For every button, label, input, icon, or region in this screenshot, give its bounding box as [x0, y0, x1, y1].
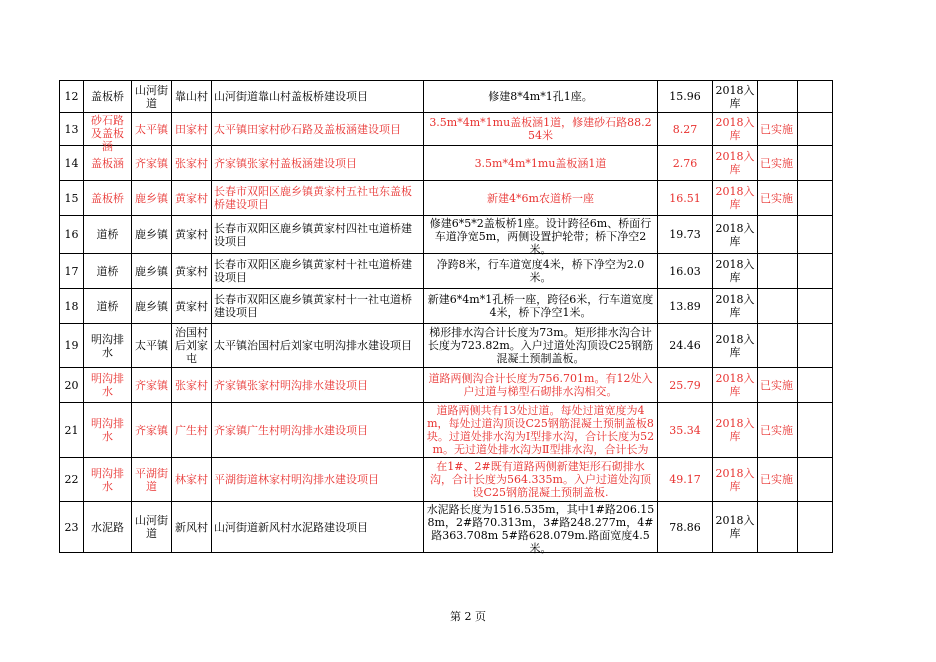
cell-status — [758, 368, 798, 403]
cell-town — [132, 181, 172, 216]
village-text: 张家村 — [175, 378, 208, 392]
amount-text: 16.51 — [669, 191, 701, 205]
type-text: 盖板桥 — [91, 191, 124, 205]
cell-village — [172, 146, 212, 181]
year-text: 2018入库 — [715, 466, 755, 493]
table-row — [60, 181, 833, 216]
village-text: 治国村后刘家屯 — [175, 326, 208, 365]
content-text: 修建6*5*2盖板桥1座。设计跨径6m、桥面行车道净宽5m，两侧设置护轮带；桥下净空2米。 — [429, 216, 652, 256]
cell-year — [713, 368, 758, 403]
cell-num — [60, 502, 84, 553]
num-text: 21 — [64, 423, 79, 437]
cell-name — [212, 81, 424, 113]
town-text: 鹿乡镇 — [135, 191, 168, 205]
village-text: 黄家村 — [175, 299, 208, 313]
cell-amount — [658, 146, 713, 181]
cell-status — [758, 502, 798, 553]
cell-name — [212, 403, 424, 458]
type-text: 盖板桥 — [91, 90, 124, 103]
village-text: 田家村 — [175, 122, 208, 136]
cell-year — [713, 254, 758, 289]
cell-status — [758, 181, 798, 216]
project-table — [59, 80, 833, 553]
cell-amount — [658, 181, 713, 216]
cell-village — [172, 502, 212, 553]
cell-content — [424, 254, 658, 289]
table-row — [60, 113, 833, 146]
cell-year — [713, 458, 758, 502]
status-text: 已实施 — [760, 423, 793, 437]
type-text: 道桥 — [96, 228, 119, 241]
status-text: 已实施 — [760, 378, 793, 392]
cell-type — [84, 216, 132, 254]
name-text: 齐家镇张家村盖板涵建设项目 — [214, 156, 357, 170]
village-text: 黄家村 — [175, 191, 208, 205]
village-text: 广生村 — [175, 423, 208, 437]
cell-empty — [798, 181, 833, 216]
cell-village — [172, 403, 212, 458]
cell-status — [758, 324, 798, 368]
name-text: 太平镇治国村后刘家屯明沟排水建设项目 — [214, 339, 412, 352]
cell-empty — [798, 458, 833, 502]
cell-empty — [798, 289, 833, 324]
cell-status — [758, 289, 798, 324]
cell-empty — [798, 254, 833, 289]
cell-town — [132, 289, 172, 324]
cell-year — [713, 81, 758, 113]
name-text: 长春市双阳区鹿乡镇黄家村十社屯道桥建设项目 — [214, 258, 412, 284]
cell-status — [758, 81, 798, 113]
table-row — [60, 81, 833, 113]
cell-name — [212, 254, 424, 289]
table-row — [60, 254, 833, 289]
content-text: 在1#、2#既有道路两侧新建矩形石砌排水沟，合计长度为564.335m。入户过道处沟顶设C25钢筋混凝土预制盖板. — [430, 460, 651, 499]
cell-content — [424, 113, 658, 146]
cell-name — [212, 324, 424, 368]
num-text: 14 — [64, 156, 79, 170]
cell-amount — [658, 81, 713, 113]
num-text: 15 — [64, 191, 79, 205]
cell-empty — [798, 502, 833, 553]
cell-num — [60, 181, 84, 216]
year-text: 2018入库 — [715, 372, 755, 398]
status-text: 已实施 — [760, 473, 793, 486]
cell-amount — [658, 216, 713, 254]
cell-year — [713, 216, 758, 254]
cell-empty — [798, 113, 833, 146]
cell-village — [172, 254, 212, 289]
amount-text: 78.86 — [669, 520, 701, 534]
town-text: 齐家镇 — [135, 156, 168, 170]
year-text: 2018入库 — [715, 116, 755, 142]
year-text: 2018入库 — [715, 185, 755, 211]
cell-type — [84, 289, 132, 324]
cell-type — [84, 403, 132, 458]
type-text: 明沟排水 — [91, 372, 124, 398]
amount-text: 24.46 — [669, 339, 701, 352]
amount-text: 19.73 — [669, 228, 701, 241]
year-text: 2018入库 — [715, 150, 755, 176]
cell-name — [212, 216, 424, 254]
town-text: 鹿乡镇 — [135, 228, 168, 241]
type-text: 道桥 — [96, 264, 119, 278]
num-text: 20 — [64, 378, 79, 392]
year-text: 2018入库 — [715, 293, 755, 319]
cell-num — [60, 254, 84, 289]
table-row — [60, 368, 833, 403]
cell-status — [758, 216, 798, 254]
cell-name — [212, 458, 424, 502]
cell-amount — [658, 113, 713, 146]
table-row — [60, 324, 833, 368]
cell-content — [424, 146, 658, 181]
cell-amount — [658, 324, 713, 368]
cell-village — [172, 368, 212, 403]
cell-type — [84, 368, 132, 403]
cell-name — [212, 502, 424, 553]
village-text: 新风村 — [175, 520, 208, 534]
name-text: 长春市双阳区鹿乡镇黄家村五社屯东盖板桥建设项目 — [214, 185, 412, 211]
cell-village — [172, 113, 212, 146]
type-text: 明沟排水 — [91, 466, 124, 493]
cell-num — [60, 81, 84, 113]
cell-name — [212, 289, 424, 324]
cell-town — [132, 324, 172, 368]
cell-amount — [658, 254, 713, 289]
name-text: 平湖街道林家村明沟排水建设项目 — [214, 473, 379, 486]
cell-village — [172, 324, 212, 368]
cell-num — [60, 368, 84, 403]
cell-type — [84, 181, 132, 216]
cell-content — [424, 403, 658, 458]
cell-content — [424, 502, 658, 553]
cell-type — [84, 458, 132, 502]
town-text: 齐家镇 — [135, 378, 168, 392]
type-text: 盖板涵 — [91, 156, 124, 170]
cell-type — [84, 324, 132, 368]
page-number: 第 2 页 — [450, 610, 486, 623]
cell-type — [84, 113, 132, 153]
cell-year — [713, 146, 758, 181]
content-text: 3.5m*4m*1mu盖板涵1道，修建砂石路88.254米 — [429, 116, 652, 142]
cell-town — [132, 146, 172, 181]
cell-status — [758, 146, 798, 181]
cell-status — [758, 403, 798, 458]
year-text: 2018入库 — [715, 332, 755, 359]
type-text: 明沟排水 — [91, 332, 124, 359]
cell-village — [172, 81, 212, 113]
num-text: 23 — [64, 520, 79, 534]
table-row — [60, 216, 833, 254]
cell-village — [172, 289, 212, 324]
name-text: 长春市双阳区鹿乡镇黄家村四社屯道桥建设项目 — [214, 221, 412, 248]
content-text: 3.5m*4m*1mu盖板涵1道 — [474, 156, 607, 170]
cell-empty — [798, 403, 833, 458]
cell-num — [60, 113, 84, 146]
cell-village — [172, 181, 212, 216]
town-text: 鹿乡镇 — [135, 264, 168, 278]
name-text: 山河街道靠山村盖板桥建设项目 — [214, 90, 368, 103]
cell-content — [424, 216, 658, 254]
town-text: 山河街道 — [135, 514, 168, 540]
cell-type — [84, 502, 132, 553]
content-text: 水泥路长度为1516.535m，其中1#路206.158m，2#路70.313m，3#路248.277m，4#路363.708m 5#路628.079m.路面宽度4.5米。 — [426, 502, 655, 555]
cell-amount — [658, 368, 713, 403]
status-text: 已实施 — [760, 122, 793, 136]
cell-amount — [658, 289, 713, 324]
amount-text: 15.96 — [669, 90, 701, 103]
cell-type — [84, 254, 132, 289]
name-text: 太平镇田家村砂石路及盖板涵建设项目 — [214, 122, 401, 136]
cell-village — [172, 458, 212, 502]
cell-status — [758, 113, 798, 146]
cell-num — [60, 216, 84, 254]
cell-town — [132, 403, 172, 458]
cell-empty — [798, 324, 833, 368]
cell-town — [132, 113, 172, 146]
cell-empty — [798, 146, 833, 181]
cell-num — [60, 289, 84, 324]
amount-text: 35.34 — [669, 423, 701, 437]
cell-empty — [798, 216, 833, 254]
type-text: 明沟排水 — [91, 417, 124, 443]
village-text: 黄家村 — [175, 264, 208, 278]
cell-name — [212, 368, 424, 403]
village-text: 靠山村 — [175, 90, 208, 103]
amount-text: 2.76 — [672, 156, 698, 170]
town-text: 鹿乡镇 — [135, 299, 168, 313]
cell-town — [132, 216, 172, 254]
year-text: 2018入库 — [715, 514, 755, 540]
table-row — [60, 502, 833, 553]
cell-amount — [658, 403, 713, 458]
amount-text: 13.89 — [669, 299, 701, 313]
cell-amount — [658, 458, 713, 502]
cell-name — [212, 113, 424, 146]
content-text: 新建6*4m*1孔桥一座，跨径6米，行车道宽度4米，桥下净空1米。 — [427, 293, 654, 319]
num-text: 13 — [64, 122, 79, 136]
num-text: 16 — [64, 228, 79, 241]
year-text: 2018入库 — [715, 83, 755, 110]
cell-town — [132, 254, 172, 289]
table-row — [60, 403, 833, 458]
content-text: 道路两侧共有13处过道。每处过道宽度为4m，每处过道沟顶设C25钢筋混凝土预制盖板8块。过道处排水沟为Ⅰ型排水沟，合计长度为52m。无过道处排水沟为Ⅱ型排水沟，合计长为 — [426, 404, 655, 456]
table-row — [60, 289, 833, 324]
year-text: 2018入库 — [715, 221, 755, 248]
cell-town — [132, 81, 172, 113]
amount-text: 16.03 — [669, 264, 701, 278]
status-text: 已实施 — [760, 191, 793, 205]
cell-town — [132, 502, 172, 553]
village-text: 张家村 — [175, 156, 208, 170]
cell-name — [212, 181, 424, 216]
town-text: 太平镇 — [135, 122, 168, 136]
cell-content — [424, 289, 658, 324]
cell-status — [758, 254, 798, 289]
cell-empty — [798, 81, 833, 113]
name-text: 山河街道新风村水泥路建设项目 — [214, 520, 368, 534]
cell-content — [424, 81, 658, 113]
cell-content — [424, 324, 658, 368]
num-text: 19 — [64, 339, 79, 352]
num-text: 17 — [64, 264, 79, 278]
cell-name — [212, 146, 424, 181]
cell-type — [84, 81, 132, 113]
content-text: 新建4*6m农道桥一座 — [487, 191, 594, 205]
town-text: 平湖街道 — [135, 466, 168, 493]
type-text: 水泥路 — [91, 520, 124, 534]
cell-amount — [658, 502, 713, 553]
cell-num — [60, 324, 84, 368]
content-text: 修建8*4m*1孔1座。 — [488, 90, 593, 103]
village-text: 林家村 — [175, 473, 208, 486]
cell-content — [424, 458, 658, 502]
cell-status — [758, 458, 798, 502]
cell-year — [713, 324, 758, 368]
cell-year — [713, 181, 758, 216]
name-text: 齐家镇张家村明沟排水建设项目 — [214, 378, 368, 392]
year-text: 2018入库 — [715, 258, 755, 284]
amount-text: 49.17 — [669, 473, 701, 486]
cell-num — [60, 458, 84, 502]
cell-year — [713, 113, 758, 146]
cell-num — [60, 403, 84, 458]
name-text: 齐家镇广生村明沟排水建设项目 — [214, 423, 368, 437]
type-text: 道桥 — [96, 299, 119, 313]
year-text: 2018入库 — [715, 417, 755, 443]
village-text: 黄家村 — [175, 228, 208, 241]
status-text: 已实施 — [760, 156, 793, 170]
town-text: 太平镇 — [135, 339, 168, 352]
cell-year — [713, 502, 758, 553]
num-text: 12 — [64, 90, 79, 103]
cell-content — [424, 368, 658, 403]
cell-num — [60, 146, 84, 181]
cell-content — [424, 181, 658, 216]
name-text: 长春市双阳区鹿乡镇黄家村十一社屯道桥建设项目 — [214, 293, 412, 319]
cell-year — [713, 403, 758, 458]
cell-town — [132, 368, 172, 403]
content-text: 梯形排水沟合计长度为73m。矩形排水沟合计长度为723.82m。入户过道处沟顶设C25钢筋混凝土预制盖板。 — [427, 326, 654, 365]
num-text: 22 — [64, 473, 79, 486]
content-text: 道路两侧沟合计长度为756.701m。有12处入户过道与梯型石砌排水沟相交。 — [428, 372, 653, 398]
amount-text: 8.27 — [672, 122, 698, 136]
town-text: 齐家镇 — [135, 423, 168, 437]
content-text: 净跨8米，行车道宽度4米，桥下净空为2.0米。 — [436, 258, 645, 284]
type-text: 砂石路及盖板涵 — [91, 113, 124, 153]
town-text: 山河街道 — [135, 83, 168, 110]
table-row — [60, 146, 833, 181]
cell-year — [713, 289, 758, 324]
cell-town — [132, 458, 172, 502]
cell-empty — [798, 368, 833, 403]
cell-village — [172, 216, 212, 254]
amount-text: 25.79 — [669, 378, 701, 392]
num-text: 18 — [64, 299, 79, 313]
table-row — [60, 458, 833, 502]
